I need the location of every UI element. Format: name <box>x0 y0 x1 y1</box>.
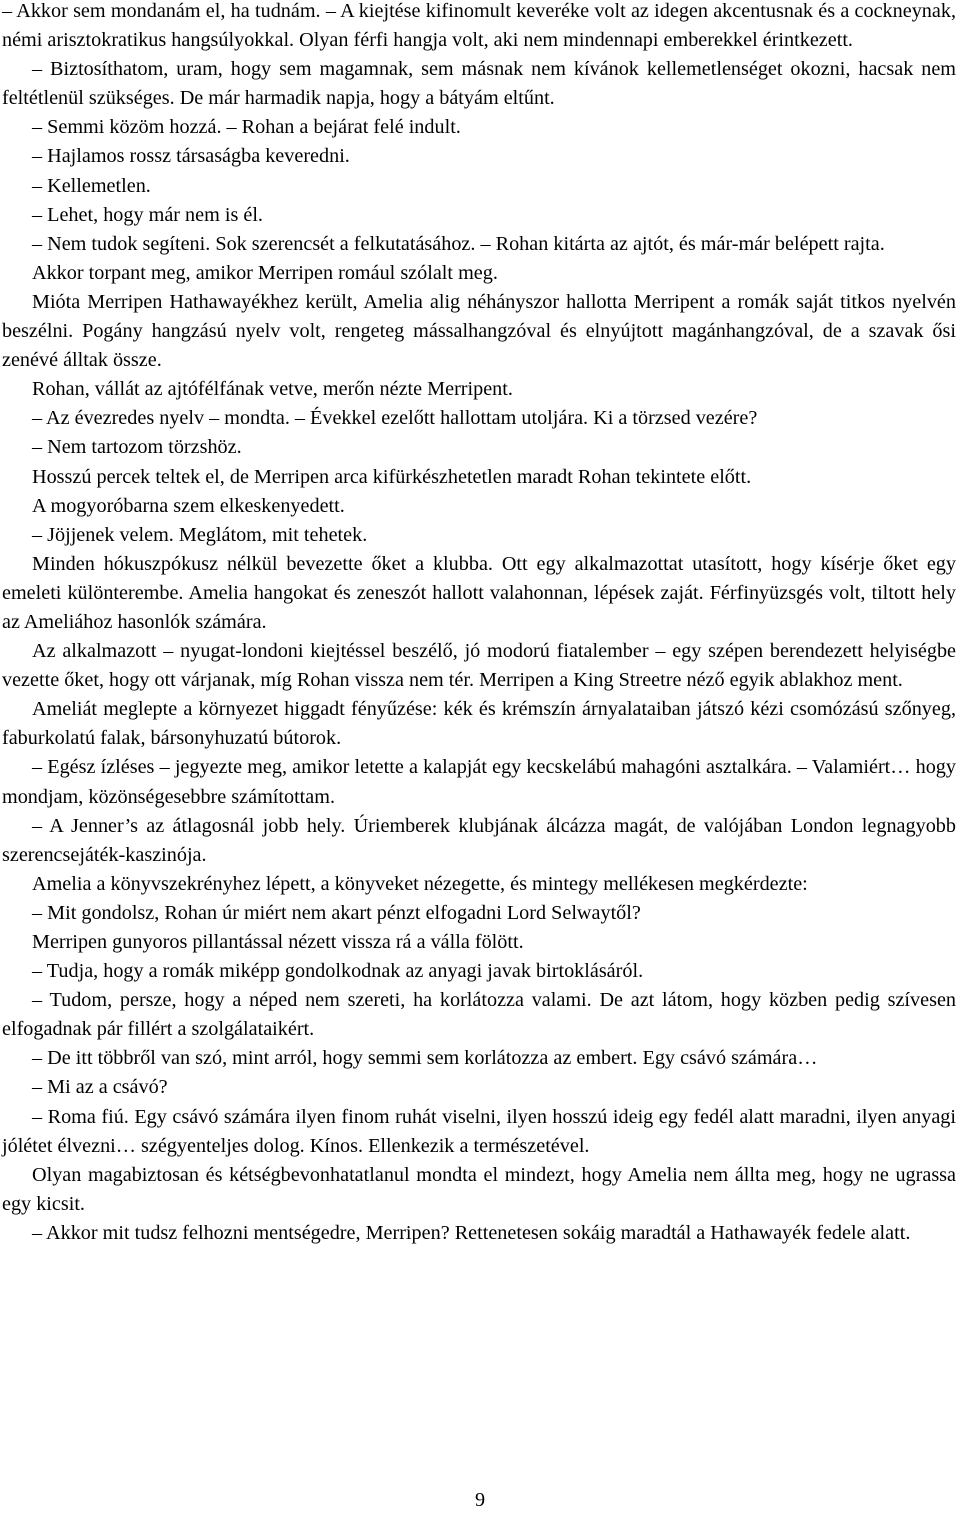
page-number: 9 <box>474 1489 486 1511</box>
paragraph: Olyan magabiztosan és kétségbevonhatatlanul mondta el mindezt, hogy Amelia nem állta meg, hogy ne ugrassa egy kicsit. <box>2 1163 956 1215</box>
paragraph: – A Jenner’s az átlagosnál jobb hely. Úriemberek klubjának álcázza magát, de valójában London legnagyobb szerencsejáték-kaszinója. <box>2 814 956 866</box>
paragraph: – Nem tartozom törzshöz. <box>32 436 242 459</box>
paragraph: Minden hókuszpókusz nélkül bevezette őket a klubba. Ott egy alkalmazottat utasított, hogy kísérje őket egy emeleti különterembe. Amelia hangokat és zeneszót hallott valahonnan, lépések zaját. Férfinyüzsgés volt, tiltott hely az Ameliához hasonlók számára. <box>2 552 956 633</box>
paragraph: – Tudja, hogy a romák miképp gondolkodnak az anyagi javak birtoklásáról. <box>32 960 644 983</box>
paragraph: – Semmi közöm hozzá. – Rohan a bejárat felé indult. <box>32 116 461 139</box>
paragraph: – Lehet, hogy már nem is él. <box>32 203 263 226</box>
paragraph: Az alkalmazott – nyugat-londoni kiejtéssel beszélő, jó modorú fiatalember – egy szépen berendezett helyiségbe vezette őket, hogy ott várjanak, míg Rohan vissza nem tér. Merripen a King Streetre néző egyik ablakhoz ment. <box>2 640 956 692</box>
paragraph: – Akkor sem mondanám el, ha tudnám. – A kiejtése kifinomult keveréke volt az idegen akcentusnak és a cockneynak, némi arisztokratikus hangsúlyokkal. Olyan férfi hangja volt, aki nem mindennapi emberekkel érintkezett. <box>2 0 956 52</box>
paragraph: Merripen gunyoros pillantással nézett vissza rá a válla fölött. <box>32 931 524 953</box>
paragraph: – Biztosíthatom, uram, hogy sem magamnak, sem másnak nem kívánok kellemetlenséget okozni, hacsak nem feltétlenül szükséges. De már harmadik napja, hogy a bátyám eltűnt. <box>2 58 956 110</box>
paragraph: – Egész ízléses – jegyezte meg, amikor letette a kalapját egy kecskelábú mahagóni asztalkára. – Valamiért… hogy mondjam, közönségesebbre számítottam. <box>2 756 956 808</box>
paragraph: – Roma fiú. Egy csávó számára ilyen finom ruhát viselni, ilyen hosszú ideig egy fedél alatt maradni, ilyen anyagi jólétet élvezni… szégyenteljes dolog. Kínos. Ellenkezik a természetével. <box>2 1105 956 1157</box>
paragraph: Hosszú percek teltek el, de Merripen arca kifürkészhetetlen maradt Rohan tekintete előtt. <box>32 465 752 488</box>
paragraph: – Mi az a csávó? <box>32 1076 168 1099</box>
paragraph: A mogyoróbarna szem elkeskenyedett. <box>32 494 345 517</box>
paragraph: – Akkor mit tudsz felhozni mentségedre, Merripen? Rettenetesen sokáig maradtál a Hathawayék fedele alatt. <box>32 1221 911 1244</box>
paragraph: – Kellemetlen. <box>32 174 151 197</box>
paragraph: Rohan, vállát az ajtófélfának vetve, merőn nézte Merripent. <box>32 378 513 401</box>
paragraph: – Nem tudok segíteni. Sok szerencsét a felkutatásához. – Rohan kitárta az ajtót, és már-már belépett rajta. <box>32 232 885 255</box>
paragraph: Akkor torpant meg, amikor Merripen romául szólalt meg. <box>32 261 498 284</box>
paragraph: – De itt többről van szó, mint arról, hogy semmi sem korlátozza az embert. Egy csávó számára… <box>32 1047 818 1070</box>
paragraph: – Jöjjenek velem. Meglátom, mit tehetek. <box>32 523 368 546</box>
page-body-text <box>2 0 956 1248</box>
paragraph: Amelia a könyvszekrényhez lépett, a könyveket nézegette, és mintegy mellékesen megkérdezte: <box>32 872 808 895</box>
paragraph: – Hajlamos rossz társaságba keveredni. <box>32 145 350 168</box>
paragraph: – Az évezredes nyelv – mondta. – Évekkel ezelőtt hallottam utoljára. Ki a törzsed vezére? <box>32 407 758 430</box>
paragraph: – Mit gondolsz, Rohan úr miért nem akart pénzt elfogadni Lord Selwaytől? <box>32 901 641 924</box>
paragraph: – Tudom, persze, hogy a néped nem szereti, ha korlátozza valami. De azt látom, hogy közben pedig szívesen elfogadnak pár fillért a szolgálataikért. <box>2 989 956 1041</box>
paragraph: Ameliát meglepte a környezet higgadt fényűzése: kék és krémszín árnyalataiban játszó kézi csomózású szőnyeg, faburkolatú falak, bársonyhuzatú bútorok. <box>2 698 956 750</box>
paragraph: Mióta Merripen Hathawayékhez került, Amelia alig néhányszor hallotta Merripent a romák saját titkos nyelvén beszélni. Pogány hangzású nyelv volt, rengeteg mássalhangzóval és elnyújtott magánhangzóval, de a szavak ősi zenévé álltak össze. <box>2 290 956 372</box>
